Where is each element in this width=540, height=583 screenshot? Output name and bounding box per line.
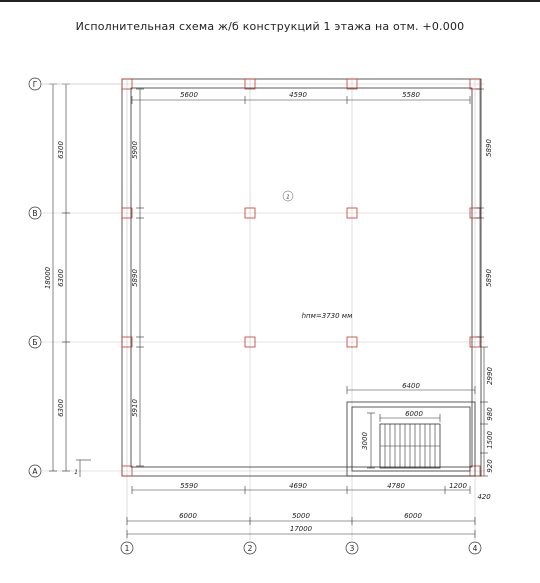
outer-walls	[122, 79, 481, 476]
dim-left-inner-2: 5890	[131, 269, 139, 287]
dim-right-seg-2: 980	[486, 407, 494, 421]
stair-block	[347, 382, 475, 476]
dim-top-2: 4590	[289, 91, 307, 99]
dim-left-outer-1: 6300	[57, 141, 65, 159]
dim-right-seg-3: 1500	[486, 431, 494, 449]
letter-axis-bubbles	[29, 78, 122, 477]
axis-label-4: 4	[472, 543, 478, 553]
level-marker	[74, 460, 91, 477]
dim-top-1: 5600	[180, 91, 198, 99]
axis-label-v: В	[32, 208, 38, 218]
dim-stair-inner-width: 6000	[405, 410, 423, 418]
dim-left-total: 18000	[44, 266, 52, 290]
dim-overall-2: 5000	[292, 512, 310, 520]
dim-overall-3: 6000	[404, 512, 422, 520]
dim-right-inner-1: 5890	[485, 139, 493, 157]
height-note: hпм=3730 мм	[301, 312, 353, 320]
axis-label-3: 3	[349, 543, 355, 553]
drawing-title: Исполнительная схема ж/б конструкций 1 этажа на отм. +0.000	[75, 20, 465, 33]
left-outer-dimensions	[44, 84, 70, 471]
right-inner-dimensions	[476, 89, 494, 476]
dim-right-inner-2: 5890	[485, 269, 493, 287]
dim-bottom-3: 4780	[387, 482, 405, 490]
room-marker	[283, 191, 293, 201]
level-marker-label: 1	[74, 469, 78, 476]
dim-bottom-small: 420	[477, 493, 491, 501]
axis-label-1: 1	[124, 543, 130, 553]
columns	[122, 79, 480, 476]
axis-label-2: 2	[247, 543, 253, 553]
dim-stair-height: 3000	[361, 432, 369, 450]
dim-left-outer-2: 6300	[57, 269, 65, 287]
dim-overall-1: 6000	[179, 512, 197, 520]
dim-bottom-4: 1200	[449, 482, 467, 490]
axis-label-b: Б	[32, 337, 38, 347]
dim-right-seg-1: 2990	[486, 367, 494, 385]
dim-left-inner-3: 5910	[131, 399, 139, 417]
bottom-inner-dimensions	[132, 482, 491, 501]
dim-bottom-2: 4690	[289, 482, 307, 490]
left-inner-dimensions	[131, 89, 144, 466]
dim-top-3: 5580	[402, 91, 420, 99]
room-number: 1	[286, 194, 290, 201]
dim-overall-total: 17000	[289, 525, 313, 533]
dim-left-outer-3: 6300	[57, 399, 65, 417]
wall-outline-outer	[122, 79, 481, 476]
dim-left-inner-1: 5900	[131, 141, 139, 159]
stair-treads	[380, 424, 440, 468]
dim-bottom-1: 5590	[180, 482, 198, 490]
number-axis-bubbles	[121, 542, 481, 554]
dim-stair-width: 6400	[402, 382, 420, 390]
bottom-overall-dimensions	[127, 512, 475, 538]
axis-label-g: Г	[32, 79, 38, 89]
axis-label-a: А	[32, 466, 38, 476]
top-dimensions	[132, 91, 470, 104]
dim-right-seg-4: 920	[486, 459, 494, 473]
